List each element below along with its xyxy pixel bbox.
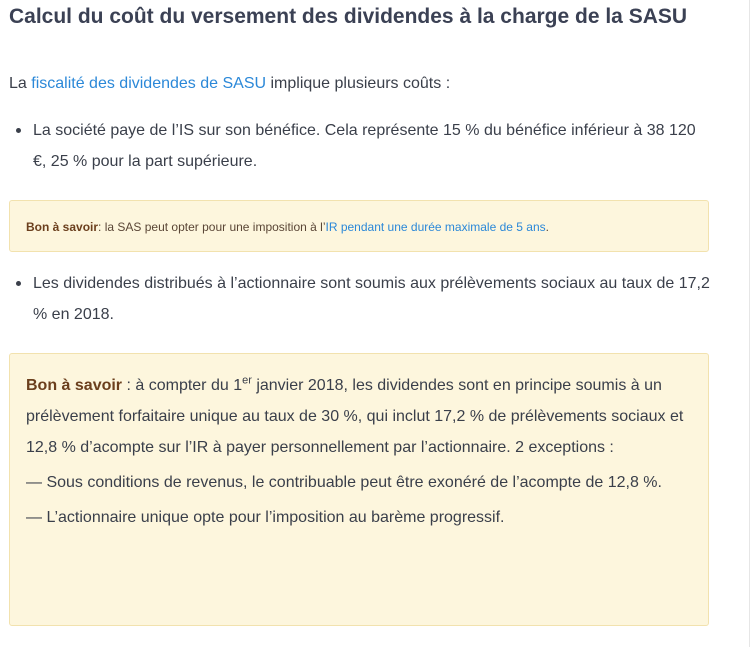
superscript-er: er <box>242 374 252 387</box>
info-box-text: : la SAS peut opter pour une imposition à l’ <box>98 220 326 234</box>
bullet-item-prelevements: Les dividendes distribués à l’actionnaire sont soumis aux prélèvements sociaux au taux de 17,2 % en 2018. <box>33 268 713 330</box>
exception-item-2: — L’actionnaire unique opte pour l’imposition au barème progressif. <box>26 509 505 526</box>
info-box-sas-option <box>9 200 709 252</box>
info-box-label: Bon à savoir <box>26 377 123 394</box>
intro-paragraph <box>9 72 450 96</box>
exception-item-1: — Sous conditions de revenus, le contribuable peut être exonéré de l’acompte de 12,8 %. <box>26 474 662 491</box>
intro-prefix: La <box>9 75 32 92</box>
info-box-text-part1: : à compter du 1 <box>122 377 243 394</box>
info-box-pfu <box>9 353 709 626</box>
info-box-label: Bon à savoir <box>26 220 99 234</box>
ir-duree-link[interactable]: IR pendant une durée maximale de 5 ans <box>325 220 546 234</box>
section-title: Calcul du coût du versement des dividendes à la charge de la SASU <box>9 5 688 28</box>
fiscalite-dividendes-link[interactable]: fiscalité des dividendes de SASU <box>31 75 267 92</box>
info-box-text-end: . <box>545 220 549 234</box>
info-box-main-text <box>26 370 692 463</box>
bullet-item-is: La société paye de l’IS sur son bénéfice. Cela représente 15 % du bénéfice inférieur à 38 120 €, 25 % pour la part supérieure. <box>33 115 713 177</box>
intro-suffix: implique plusieurs coûts : <box>266 75 451 92</box>
info-box-text-part2: janvier 2018, les dividendes sont en principe soumis à un prélèvement forfaitaire unique au taux de 30 %, qui inclut 17,2 % de prélèvements sociaux et 12,8 % d’acompte sur l’IR à payer personnellement par l’actionnaire. 2 exceptions : <box>26 377 684 456</box>
